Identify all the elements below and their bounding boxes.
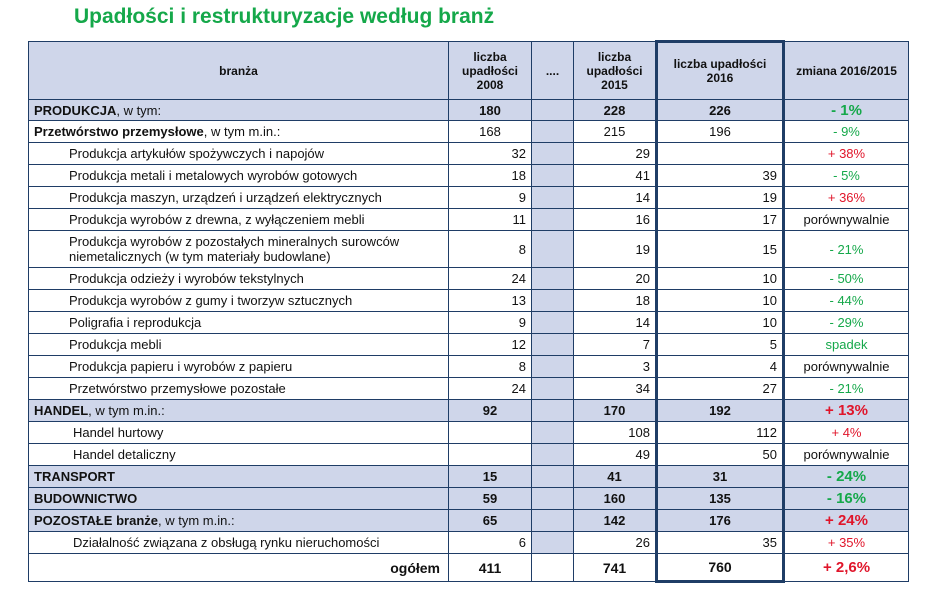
total-row [29,554,909,582]
gap-cell [532,209,574,231]
value-2016: 135 [657,488,784,510]
branch-cell [29,121,449,143]
value-2016: 5 [657,334,784,356]
total-2008: 411 [449,554,532,582]
gap-cell [532,444,574,466]
value-2015: 142 [574,510,657,532]
table-row [29,334,909,356]
table-row [29,510,909,532]
gap-cell [532,121,574,143]
change-cell: + 36% [784,187,909,209]
gap-cell [532,143,574,165]
branch-cell: Produkcja mebli [29,334,449,356]
value-2016: 31 [657,466,784,488]
value-2015: 29 [574,143,657,165]
branch-suffix: , w tym m.in.: [203,124,281,139]
branch-suffix: , w tym: [116,102,162,118]
branch-cell: Produkcja papieru i wyrobów z papieru [29,356,449,378]
total-2015: 741 [574,554,657,582]
branch-cell [29,466,449,488]
gap-cell [532,100,574,121]
value-2015: 160 [574,488,657,510]
value-2015: 18 [574,290,657,312]
value-2008: 11 [449,209,532,231]
value-2015: 19 [574,231,657,268]
value-2015: 20 [574,268,657,290]
header-gap: .... [532,42,574,100]
value-2008: 8 [449,231,532,268]
value-2008: 13 [449,290,532,312]
value-2015: 14 [574,187,657,209]
gap-cell [532,231,574,268]
total-2016: 760 [657,554,784,582]
table-row [29,268,909,290]
value-2008: 24 [449,268,532,290]
table-row [29,378,909,400]
branch-cell: Handel detaliczny [29,444,449,466]
value-2016: 226 [657,100,784,121]
change-cell: - 9% [784,121,909,143]
value-2015: 14 [574,312,657,334]
branch-name: POZOSTAŁE branże [34,513,158,528]
value-2016: 17 [657,209,784,231]
branch-cell: Handel hurtowy [29,422,449,444]
table-row [29,532,909,554]
table-row [29,488,909,510]
header-2008: liczba upadłości 2008 [449,42,532,100]
value-2015: 16 [574,209,657,231]
header-branch: branża [29,42,449,100]
total-label: ogółem [29,554,449,582]
branch-cell [29,400,449,422]
value-2008: 32 [449,143,532,165]
gap-cell [532,165,574,187]
branch-cell: Produkcja artykułów spożywczych i napojów [29,143,449,165]
value-2015: 3 [574,356,657,378]
value-2008: 8 [449,356,532,378]
branch-cell: Produkcja metali i metalowych wyrobów gotowych [29,165,449,187]
change-cell: - 29% [784,312,909,334]
change-cell: + 38% [784,143,909,165]
table-row [29,356,909,378]
table-row [29,422,909,444]
gap-cell [532,378,574,400]
value-2008: 92 [449,400,532,422]
table-row [29,209,909,231]
branch-suffix: , w tym m.in.: [158,513,235,528]
change-cell: - 21% [784,378,909,400]
value-2015: 49 [574,444,657,466]
change-cell: - 1% [784,100,909,121]
table-row [29,231,909,268]
value-2016: 27 [657,378,784,400]
branch-name: Przetwórstwo przemysłowe [34,124,204,139]
change-cell: - 44% [784,290,909,312]
value-2008: 9 [449,312,532,334]
header-change: zmiana 2016/2015 [784,42,909,100]
change-cell: - 50% [784,268,909,290]
branch-cell [29,510,449,532]
change-cell: - 16% [784,488,909,510]
value-2008: 180 [449,100,532,121]
value-2008: 24 [449,378,532,400]
value-2016: 35 [657,532,784,554]
branch-cell: Produkcja wyrobów z gumy i tworzyw sztucznych [29,290,449,312]
value-2008: 15 [449,466,532,488]
value-2016 [657,143,784,165]
value-2016: 10 [657,268,784,290]
gap-cell [532,290,574,312]
branch-cell [29,100,449,121]
gap-cell [532,466,574,488]
bankruptcy-table-container [28,40,909,583]
gap-cell [532,334,574,356]
value-2008: 65 [449,510,532,532]
branch-name: TRANSPORT [34,469,115,484]
value-2016: 112 [657,422,784,444]
value-2008: 9 [449,187,532,209]
table-row [29,165,909,187]
change-cell: + 35% [784,532,909,554]
gap-cell [532,488,574,510]
branch-name: PRODUKCJA [34,102,117,118]
table-row [29,143,909,165]
value-2015: 170 [574,400,657,422]
table-row [29,290,909,312]
value-2016: 39 [657,165,784,187]
change-cell: + 4% [784,422,909,444]
value-2016: 50 [657,444,784,466]
table-row [29,187,909,209]
value-2008 [449,444,532,466]
value-2015: 41 [574,165,657,187]
gap-cell [532,400,574,422]
value-2015: 228 [574,100,657,121]
value-2016: 196 [657,121,784,143]
branch-cell: Produkcja wyrobów z drewna, z wyłączeniem mebli [29,209,449,231]
value-2008: 18 [449,165,532,187]
gap-cell [532,422,574,444]
value-2016: 192 [657,400,784,422]
gap-cell [532,268,574,290]
gap-cell [532,356,574,378]
change-cell: - 5% [784,165,909,187]
branch-cell: Produkcja maszyn, urządzeń i urządzeń elektrycznych [29,187,449,209]
branch-cell: Przetwórstwo przemysłowe pozostałe [29,378,449,400]
value-2008: 12 [449,334,532,356]
value-2008 [449,422,532,444]
value-2016: 4 [657,356,784,378]
value-2016: 19 [657,187,784,209]
value-2016: 176 [657,510,784,532]
change-cell: - 24% [784,466,909,488]
table-row [29,444,909,466]
table-row [29,466,909,488]
header-2016: liczba upadłości 2016 [657,42,784,100]
gap-cell [532,187,574,209]
change-cell: porównywalnie [784,209,909,231]
table-row [29,400,909,422]
page-title: Upadłości i restrukturyzacje według branż [74,5,495,28]
value-2008: 6 [449,532,532,554]
value-2008: 168 [449,121,532,143]
change-cell: porównywalnie [784,444,909,466]
value-2016: 10 [657,312,784,334]
table-row [29,121,909,143]
change-cell: - 21% [784,231,909,268]
value-2015: 41 [574,466,657,488]
gap-cell [532,532,574,554]
bankruptcy-table [28,40,909,583]
value-2015: 26 [574,532,657,554]
branch-cell [29,488,449,510]
value-2015: 7 [574,334,657,356]
change-cell: + 13% [784,400,909,422]
gap-cell [532,554,574,582]
branch-cell: Produkcja wyrobów z pozostałych mineralnych surowców niemetalicznych (w tym materiały budowlane) [29,231,449,268]
branch-cell: Produkcja odzieży i wyrobów tekstylnych [29,268,449,290]
change-cell: spadek [784,334,909,356]
value-2016: 10 [657,290,784,312]
gap-cell [532,312,574,334]
change-cell: + 24% [784,510,909,532]
value-2008: 59 [449,488,532,510]
branch-name: BUDOWNICTWO [34,491,138,506]
change-cell: porównywalnie [784,356,909,378]
value-2015: 108 [574,422,657,444]
header-2015: liczba upadłości 2015 [574,42,657,100]
branch-suffix: , w tym m.in.: [88,403,165,418]
branch-cell: Działalność związana z obsługą rynku nieruchomości [29,532,449,554]
value-2016: 15 [657,231,784,268]
value-2015: 34 [574,378,657,400]
branch-name: HANDEL [34,403,89,418]
value-2015: 215 [574,121,657,143]
table-row [29,312,909,334]
branch-cell: Poligrafia i reprodukcja [29,312,449,334]
table-row [29,100,909,121]
total-change: + 2,6% [784,554,909,582]
gap-cell [532,510,574,532]
header-row [29,42,909,100]
